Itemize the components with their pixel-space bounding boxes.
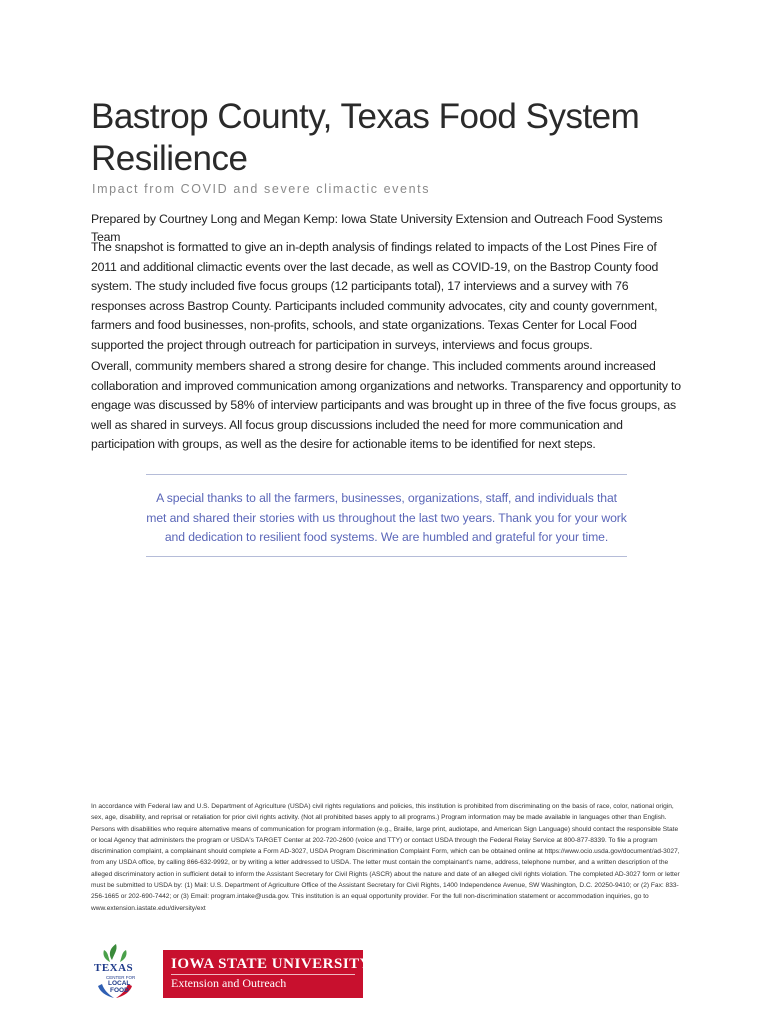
- page-subtitle: Impact from COVID and severe climactic events: [92, 182, 431, 196]
- texas-center-local-food-logo: [86, 942, 146, 1000]
- isu-logo-subtitle: Extension and Outreach: [171, 976, 287, 990]
- body-paragraph-2: Overall, community members shared a strong desire for change. This included comments around increased collaboration and improved communication among organizations and networks. Transparency and opportunity to engage was discussed by 58% of interview participants and was brought up in three of the five focus groups, as well as shared in surveys. All focus group discussions included the need for more communication and participation with groups, as well as the desire for actionable items to be identified for next steps.: [91, 359, 681, 452]
- nondiscrimination-statement: In accordance with Federal law and U.S. Department of Agriculture (USDA) civil rights regulations and policies, this institution is prohibited from discriminating on the basis of race, color, national origin, sex, age, disability, and reprisal or retaliation for prior civil rights activity. (Not all prohibited bases apply to all programs.) Program information may be made available in languages other than English. Persons with disabilities who require alternative means of communication for program information (e.g., Braille, large print, audiotape, and American Sign Language) should contact the responsible State or local Agency that administers the program or USDA's TARGET Center at 202-720-2600 (voice and TTY) or contact USDA through the Federal Relay Service at 800-877-8339. To file a program discrimination complaint, a complainant should complete a Form AD-3027, USDA Program Discrimination Complaint Form, which can be obtained online at https://www.ocio.usda.gov/document/ad-3027, from any USDA office, by calling 866-632-9992, or by writing a letter addressed to USDA. The letter must contain the complainant's name, address, telephone number, and a written description of the alleged discriminatory action in sufficient detail to inform the Assistant Secretary for Civil Rights (ASCR) about the nature and date of an alleged civil rights violation. The completed AD-3027 form or letter must be submitted to USDA by: (1) Mail: U.S. Department of Agriculture Office of the Assistant Secretary for Civil Rights, 1400 Independence Avenue, SW Washington, D.C. 20250-9410; or (2) Fax: 833-256-1665 or 202-690-7442; or (3) Email: program.intake@usda.gov. This institution is an equal opportunity provider. For the full non-discrimination statement or accommodation inquiries, go to www.extension.iastate.edu/diversity/ext: [91, 803, 680, 912]
- texas-logo-local: LOCAL: [108, 980, 131, 987]
- isu-logo-divider: [171, 974, 355, 975]
- prepared-by-line: Prepared by Courtney Long and Megan Kemp: Iowa State University Extension and Outreach Food Systems Team: [91, 212, 663, 244]
- texas-logo-word: TEXAS: [94, 962, 134, 974]
- thanks-divider-bottom: [146, 556, 627, 557]
- iowa-state-extension-logo: [163, 950, 371, 998]
- body-paragraph-1: The snapshot is formatted to give an in-depth analysis of findings related to impacts of the Lost Pines Fire of 2011 and additional climactic events over the last decade, as well as COVID-19, on the Bastrop County food system. The study included five focus groups (12 participants total), 17 interviews and a survey with 76 responses across Bastrop County. Participants included community advocates, city and county government, farmers and food businesses, non-profits, schools, and state organizations. Texas Center for Local Food supported the project through outreach for participation in surveys, interviews and focus groups.: [91, 240, 659, 352]
- isu-logo-name: IOWA STATE UNIVERSITY: [171, 956, 371, 972]
- title-line-2: Resilience: [91, 139, 248, 178]
- title-line-1: Bastrop County, Texas Food System: [91, 97, 640, 136]
- texas-logo-food: FOOD: [110, 987, 129, 994]
- texas-logo-center: CENTER FOR: [106, 975, 136, 980]
- thanks-callout: A special thanks to all the farmers, businesses, organizations, staff, and individuals that met and shared their stories with us throughout the last two years. Thank you for your work and dedication to resilient food systems. We are humbled and grateful for your time.: [146, 491, 627, 544]
- page-title: [91, 96, 691, 180]
- thanks-divider-top: [146, 474, 627, 475]
